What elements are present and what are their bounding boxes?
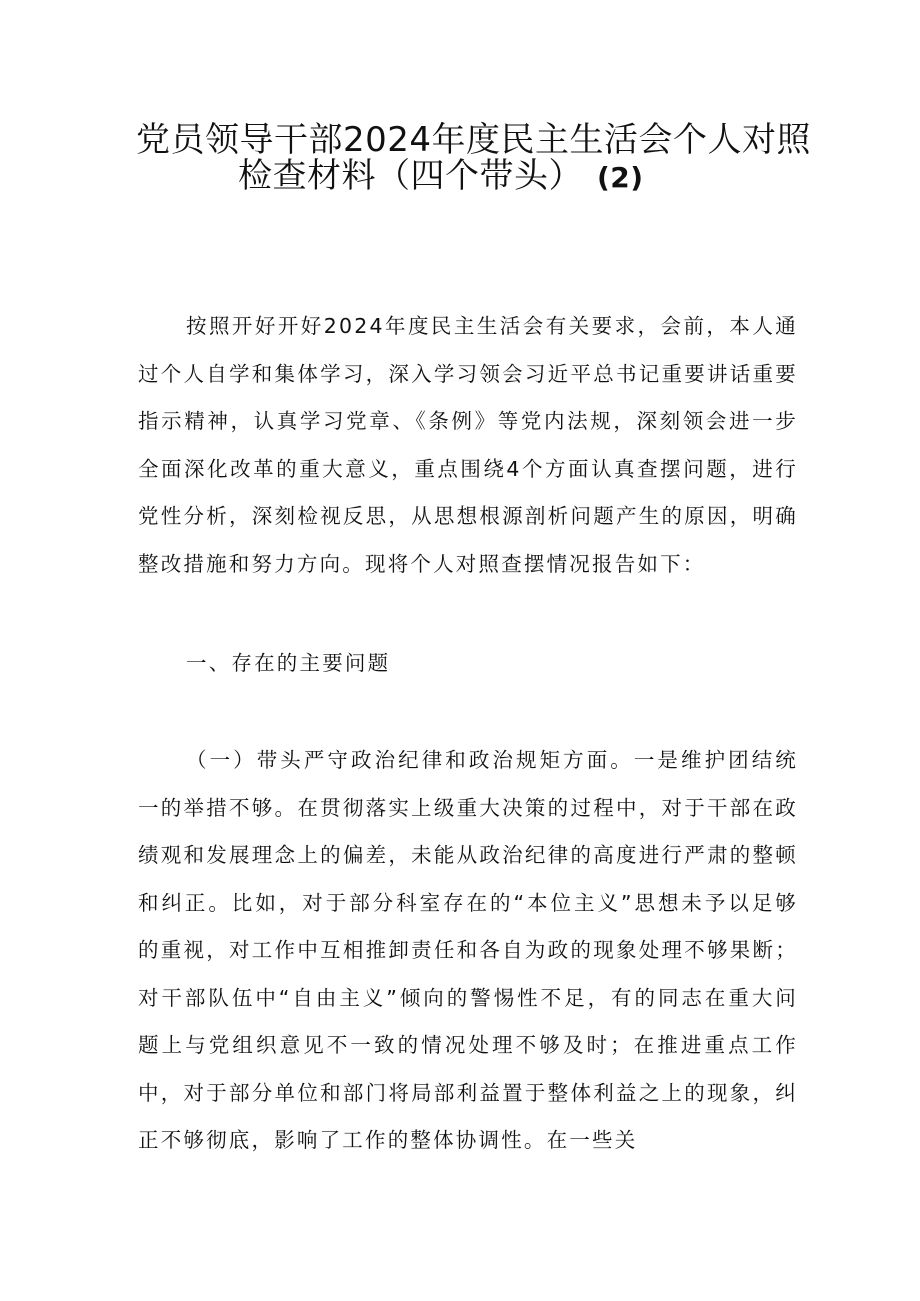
- document-title-text-2: 检查材料（四个带头）: [238, 156, 583, 196]
- subsection-paragraph: （一）带头严守政治纪律和政治规矩方面。一是维护团结统一的举措不够。在贯彻落实上级重大决策的过程中，对于干部在政绩观和发展理念上的偏差，未能从政治纪律的高度进行严肃的整顿和纠正。比如，对于部分科室存在的“本位主义”思想未予以足够的重视，对工作中互相推卸责任和各自为政的现象处理不够果断；对干部队伍中“自由主义”倾向的警惕性不足，有的同志在重大问题上与党组织意见不一致的情况处理不够及时；在推进重点工作中，对于部分单位和部门将局部利益置于整体利益之上的现象，纠正不够彻底，影响了工作的整体协调性。在一些关: [138, 748, 798, 1152]
- document-title-suffix: (2): [597, 161, 644, 194]
- intro-paragraph: 按照开好开好2024年度民主生活会有关要求，会前，本人通过个人自学和集体学习，深入学习领会习近平总书记重要讲话重要指示精神，认真学习党章、《条例》等党内法规，深刻领会进一步全面深化改革的重大意义，重点围绕4个方面认真查摆问题，进行党性分析，深刻检视反思，从思想根源剖析问题产生的原因，明确整改措施和努力方向。现将个人对照查摆情况报告如下：: [138, 314, 798, 576]
- document-title-text-1: 党员领导干部2024年度民主生活会个人对照: [136, 120, 812, 160]
- document-title-line2: [238, 152, 898, 202]
- section-heading: 一、存在的主要问题: [186, 651, 391, 675]
